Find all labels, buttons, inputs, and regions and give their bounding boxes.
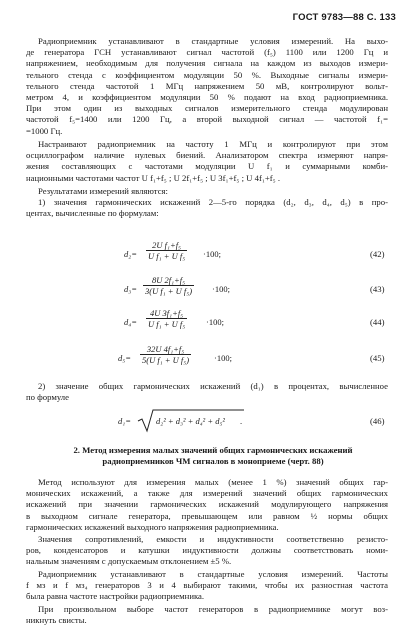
text-line: по формуле: [26, 392, 69, 403]
text-line: тельного стенда с коэффициентом модуляции 50 %. Выходные сигналы измери-: [26, 69, 388, 80]
denominator: U f₁ + U f₅: [148, 251, 186, 261]
text-line: 1) значения гармонических искажений 2—5-го порядка (d₂, d₃, d₄, d₅) в про-: [38, 197, 388, 208]
equation-tail: ·100;: [214, 353, 232, 363]
text-line: монических искажений, а также для измерений значений общих гармонических: [26, 488, 388, 499]
text-line: де генератора ГСН устанавливают сигнал частотой (f₅) 1100 или 1200 Гц и: [26, 47, 388, 58]
paragraph-method: [26, 477, 388, 533]
text-line: Значения сопротивлений, емкости и индуктивности соответственно резисто-: [38, 534, 388, 544]
numerator: 32U 4f₁+f₅: [140, 344, 191, 355]
paragraph-components: [26, 534, 388, 568]
text-line: напряжением, необходимым для получения сигнала на каждом из выходов измери-: [26, 58, 388, 69]
equation-tail: .: [240, 416, 243, 426]
section-heading-line: 2. Метод измерения малых значений общих гармонических искажений: [73, 445, 353, 455]
equation-tail: ·100;: [212, 284, 230, 294]
equation-number: (44): [370, 317, 385, 327]
paragraph-total-distortion: [26, 381, 388, 403]
equation-43: [0, 275, 414, 305]
text-line: Радиоприемник устанавливают в стандартные условия измерений. Частоты: [38, 569, 388, 579]
section-heading-line: радиоприемников ЧМ сигналов в моноприеме (черт. 88): [102, 456, 324, 467]
numerator: 2U f₁+f₅: [146, 240, 187, 251]
equation-number: (46): [370, 416, 385, 426]
denominator: 5(U f₁ + U f₅): [142, 355, 190, 365]
paragraph-whistles: [26, 604, 388, 626]
text-line: жения составляющих с частотами модуляции U f₁ и суммарными комби-: [26, 161, 388, 172]
equation-fraction: [146, 240, 187, 261]
equation-lhs: d₅=: [118, 353, 131, 363]
equation-fraction: [146, 308, 187, 329]
denominator: 3(U f₁ + U f₅): [145, 286, 193, 296]
text-line: Радиоприемник устанавливают в стандартные условия измерений. На выхо-: [38, 36, 388, 46]
equation-fraction: [143, 275, 194, 296]
text-line: f мз и f мз₄ генераторов 3 и 4 выбирают такими, чтобы их разностная частота: [26, 580, 388, 591]
text-line: осциллографом наличие нулевых биений. Анализатором спектра измеряют напря-: [26, 150, 388, 161]
equation-tail: ·100;: [206, 317, 224, 327]
text-line: искажений при значении гармонических искажений модулирующего напряжения: [26, 499, 388, 510]
radicand: d₂² + d₃² + d₄² + d₅²: [156, 416, 225, 426]
text-line: тельного стенда частотой 1 МГц напряжением 50 мВ, контролируют вольт-: [26, 80, 388, 91]
equation-number: (45): [370, 353, 385, 363]
text-line: центах, вычисленные по формулам:: [26, 208, 159, 219]
equation-44: [0, 308, 414, 338]
text-line: ров, конденсаторов и катушки индуктивности должны соответствовать номи-: [26, 545, 388, 556]
text-line: =1000 Гц.: [26, 125, 63, 136]
text-line: нальным значениям с допускаемым отклонением ±5 %.: [26, 556, 232, 567]
paragraph-frequencies: [26, 569, 388, 603]
text-line: Метод используют для измерения малых (менее 1 %) значений общих гар-: [38, 477, 388, 487]
equation-46: [0, 408, 414, 438]
equation-fraction: [140, 344, 191, 365]
paragraph-setup: [26, 36, 388, 137]
text-line: была равна частоте настройки радиоприемника.: [26, 591, 205, 602]
text-line: в выходном сигнале генератора, превышающем или равном ½ нормы общих: [26, 510, 388, 521]
text-line: Настраивают радиоприемник на частоту 1 МГц и контролируют при этом: [38, 139, 388, 149]
paragraph-results: [26, 186, 388, 220]
equation-number: (42): [370, 249, 385, 259]
text-line: гармонических искажений выходного напряжения радиоприемника.: [26, 521, 279, 532]
equation-lhs: d₂=: [124, 249, 137, 259]
equation-tail: ·100;: [203, 249, 221, 259]
denominator: U f₁ + U f₅: [148, 319, 186, 329]
text-line: метром 4, и коэффициентом модуляции 50 % подают на вход радиоприемника.: [26, 92, 388, 103]
text-line: При произвольном выборе частот генераторов в радиоприемнике могут воз-: [38, 604, 388, 614]
text-line: При этом один из выходных сигналов измерительного стенда модулирован: [26, 103, 388, 114]
numerator: 4U 3f₁+f₅: [146, 308, 187, 319]
paragraph-tuning: [26, 139, 388, 184]
text-line: 2) значение общих гармонических искажений (d₁) в процентах, вычисленное: [38, 381, 388, 391]
equation-lhs: d₃=: [124, 284, 137, 294]
results-title: Результатами измерений являются:: [38, 186, 168, 196]
equation-lhs: d₁=: [118, 416, 131, 426]
equation-45: [0, 344, 414, 374]
equation-number: (43): [370, 284, 385, 294]
page-header: ГОСТ 9783—88 С. 133: [292, 12, 396, 23]
text-line: частотой f₅=1400 или 1200 Гц, а второй выходной сигнал — частотой f₁=: [26, 114, 388, 125]
numerator: 8U 2f₁+f₅: [143, 275, 194, 286]
section-heading: [40, 445, 386, 467]
text-line: национными частотами частот U f₁+f₅ ; U 2f₁+f₅ ; U 3f₁+f₅ ; U 4f₁+f₅ .: [26, 172, 281, 183]
text-line: никнуть свисты.: [26, 615, 87, 626]
equation-lhs: d₄=: [124, 317, 137, 327]
equation-42: [0, 240, 414, 270]
